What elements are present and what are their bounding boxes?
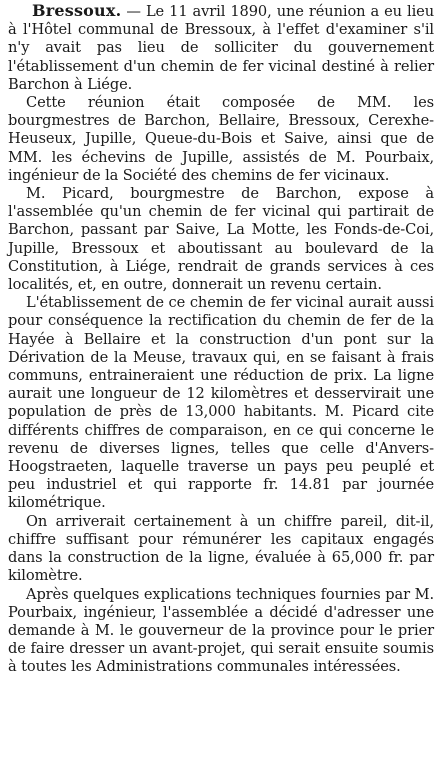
paragraph-1-text: — Le 11 avril 1890, une réunion a eu lieu à l'Hôtel communal de Bressoux, à l'effet d'examiner s'il n'y avait pas lieu de solliciter du gouvernement l'établissement d'un chemin de fer vicinal destiné à relier Barchon à Liége. [8, 3, 434, 93]
dateline: Bressoux. [32, 1, 122, 20]
article-paragraph-6: Après quelques explications techniques fournies par M. Pourbaix, ingénieur, l'assemblée a décidé d'adresser une demande à M. le gouverneur de la province pour le prier de faire dresser un avant-projet, qui serait ensuite soumis à toutes les Administrations communales intéressées. [8, 585, 434, 676]
article-paragraph-1 [8, 2, 434, 94]
article-paragraph-5: On arriverait certainement à un chiffre pareil, dit-il, chiffre suffisant pour rémunérer les capitaux engagés dans la construction de la ligne, évaluée à 65,000 fr. par kilomètre. [8, 512, 434, 585]
newspaper-column [8, 2, 434, 677]
article-paragraph-4: L'établissement de ce chemin de fer vicinal aurait aussi pour conséquence la rectification du chemin de fer de la Hayée à Bellaire et la construction d'un pont sur la Dérivation de la Meuse, travaux qui, en se faisant à frais communs, entraineraient une réduction de prix. La ligne aurait une longueur de 12 kilomètres et desservirait une population de près de 13,000 habitants. M. Picard cite différents chiffres de comparaison, en ce qui concerne le revenu de diverses lignes, telles que celle d'Anvers-Hoogstraeten, laquelle traverse un pays peu peuplé et peu industriel et qui rapporte fr. 14.81 par journée kilométrique. [8, 294, 434, 512]
article-paragraph-3: M. Picard, bourgmestre de Barchon, expose à l'assemblée qu'un chemin de fer vicinal qui partirait de Barchon, passant par Saive, La Motte, les Fonds-de-Coi, Jupille, Bressoux et aboutissant au boulevard de la Constitution, à Liége, rendrait de grands services à ces localités, et, en outre, donnerait un revenu certain. [8, 185, 434, 294]
article-paragraph-2: Cette réunion était composée de MM. les bourgmestres de Barchon, Bellaire, Bressoux, Cerexhe-Heuseux, Jupille, Queue-du-Bois et Saive, ainsi que de MM. les échevins de Jupille, assistés de M. Pourbaix, ingénieur de la Société des chemins de fer vicinaux. [8, 94, 434, 184]
